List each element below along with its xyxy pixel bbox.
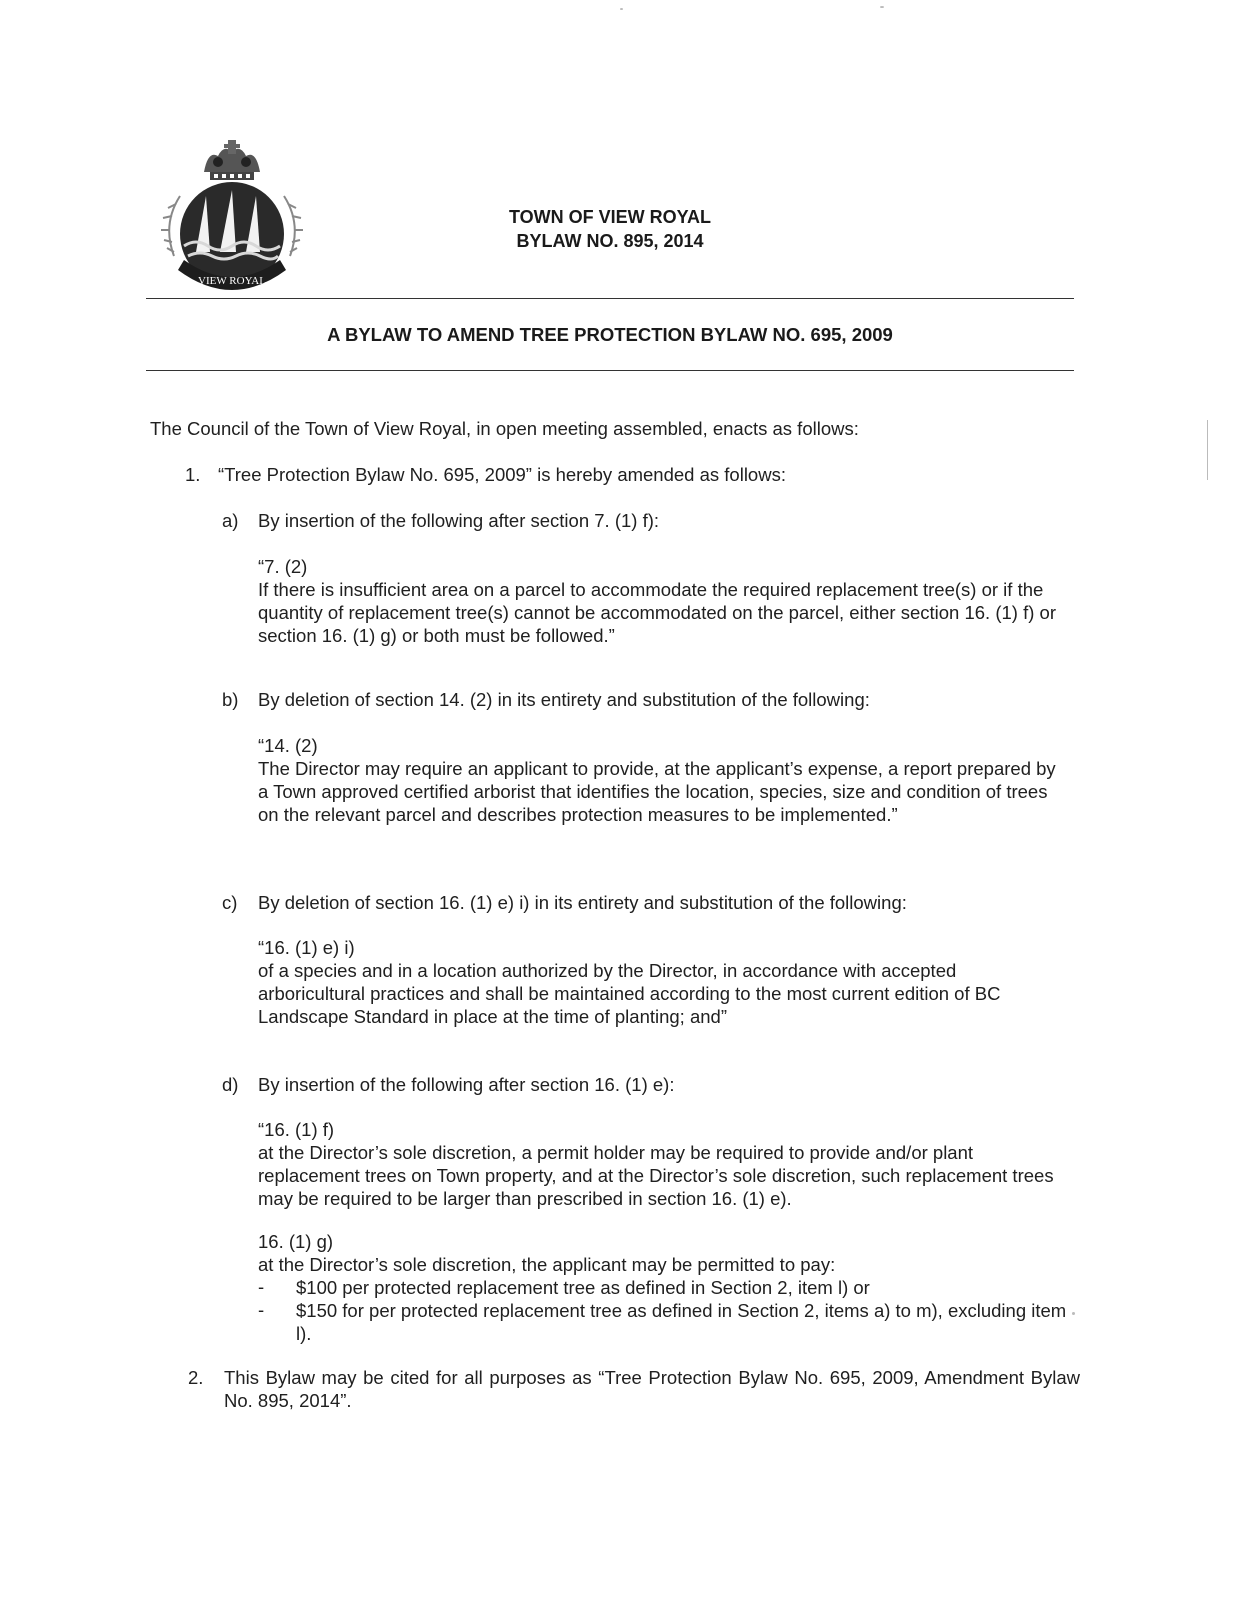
section-heading: “16. (1) e) i): [258, 937, 355, 958]
subitem-instruction: By deletion of section 16. (1) e) i) in its entirety and substitution of the following:: [258, 892, 907, 913]
bullet-item: $100 per protected replacement tree as defined in Section 2, item l) or: [296, 1277, 870, 1298]
section-body: at the Director’s sole discretion, a permit holder may be required to provide and/or plant replacement trees on Town property, and at the Director’s sole discretion, such replacement trees may be required to be larger than prescribed in section 16. (1) e).: [258, 1142, 1054, 1209]
amendment-text-b: [258, 734, 1073, 826]
preamble: The Council of the Town of View Royal, in open meeting assembled, enacts as follows:: [150, 418, 859, 439]
bullet-dash: -: [258, 1276, 265, 1297]
subitem-letter: d): [222, 1074, 239, 1095]
amendment-text-c: [258, 936, 1073, 1028]
seal-banner-text: VIEW ROYAL: [198, 275, 266, 287]
subitem-letter: a): [222, 510, 239, 531]
subitem-instruction: By insertion of the following after section 16. (1) e):: [258, 1074, 675, 1095]
item-text: This Bylaw may be cited for all purposes as “Tree Protection Bylaw No. 695, 2009, Amendment Bylaw No. 895, 2014”.: [224, 1367, 1080, 1411]
subitem-letter: c): [222, 892, 238, 913]
crown-icon: [204, 140, 260, 180]
amendment-text-d-g: [258, 1230, 1073, 1276]
item-number: 2.: [188, 1367, 204, 1388]
bullet-item: $150 for per protected replacement tree as defined in Section 2, items a) to m), excluding item l).: [296, 1300, 1067, 1344]
section-heading: “7. (2): [258, 556, 308, 577]
scan-speck: [620, 8, 623, 10]
section-heading: “14. (2): [258, 735, 318, 756]
section-body: The Director may require an applicant to provide, at the applicant’s expense, a report prepared by a Town approved certified arborist that identifies the location, species, size and condition of trees on the relevant parcel and describes protection measures to be implemented.”: [258, 758, 1056, 825]
document-header: [470, 205, 750, 253]
bylaw-title: A BYLAW TO AMEND TREE PROTECTION BYLAW NO. 695, 2009: [327, 324, 893, 345]
town-name: TOWN OF VIEW ROYAL: [508, 207, 711, 227]
scan-speck: [1072, 1312, 1075, 1315]
scan-edge-line: [1207, 420, 1208, 480]
subitem-letter: b): [222, 689, 239, 710]
item-number: 1.: [185, 464, 201, 485]
bylaw-number: BYLAW NO. 895, 2014: [516, 231, 704, 251]
header-divider-bottom: [146, 370, 1074, 371]
section-body: If there is insufficient area on a parcel to accommodate the required replacement tree(s) or if the quantity of replacement tree(s) cannot be accommodated on the parcel, either section 16. (1) f) or section 16. (1) g) or both must be followed.”: [258, 579, 1056, 646]
bullet-dash: -: [258, 1299, 265, 1320]
header-divider-top: [146, 298, 1074, 299]
section-body: of a species and in a location authorized by the Director, in accordance with accepted arboricultural practices and shall be maintained according to the most current edition of BC Landscape Standard in place at the time of planting; and”: [258, 960, 1001, 1027]
section-body: at the Director’s sole discretion, the applicant may be permitted to pay:: [258, 1254, 836, 1275]
amendment-text-a: [258, 555, 1073, 647]
section-heading: 16. (1) g): [258, 1231, 334, 1252]
subitem-instruction: By deletion of section 14. (2) in its entirety and substitution of the following:: [258, 689, 870, 710]
town-seal-logo: [152, 134, 312, 302]
subitem-instruction: By insertion of the following after section 7. (1) f):: [258, 510, 660, 531]
section-heading: “16. (1) f): [258, 1119, 335, 1140]
scan-speck: [880, 6, 884, 8]
item-text: “Tree Protection Bylaw No. 695, 2009” is hereby amended as follows:: [218, 464, 786, 485]
amendment-text-d: [258, 1118, 1073, 1210]
